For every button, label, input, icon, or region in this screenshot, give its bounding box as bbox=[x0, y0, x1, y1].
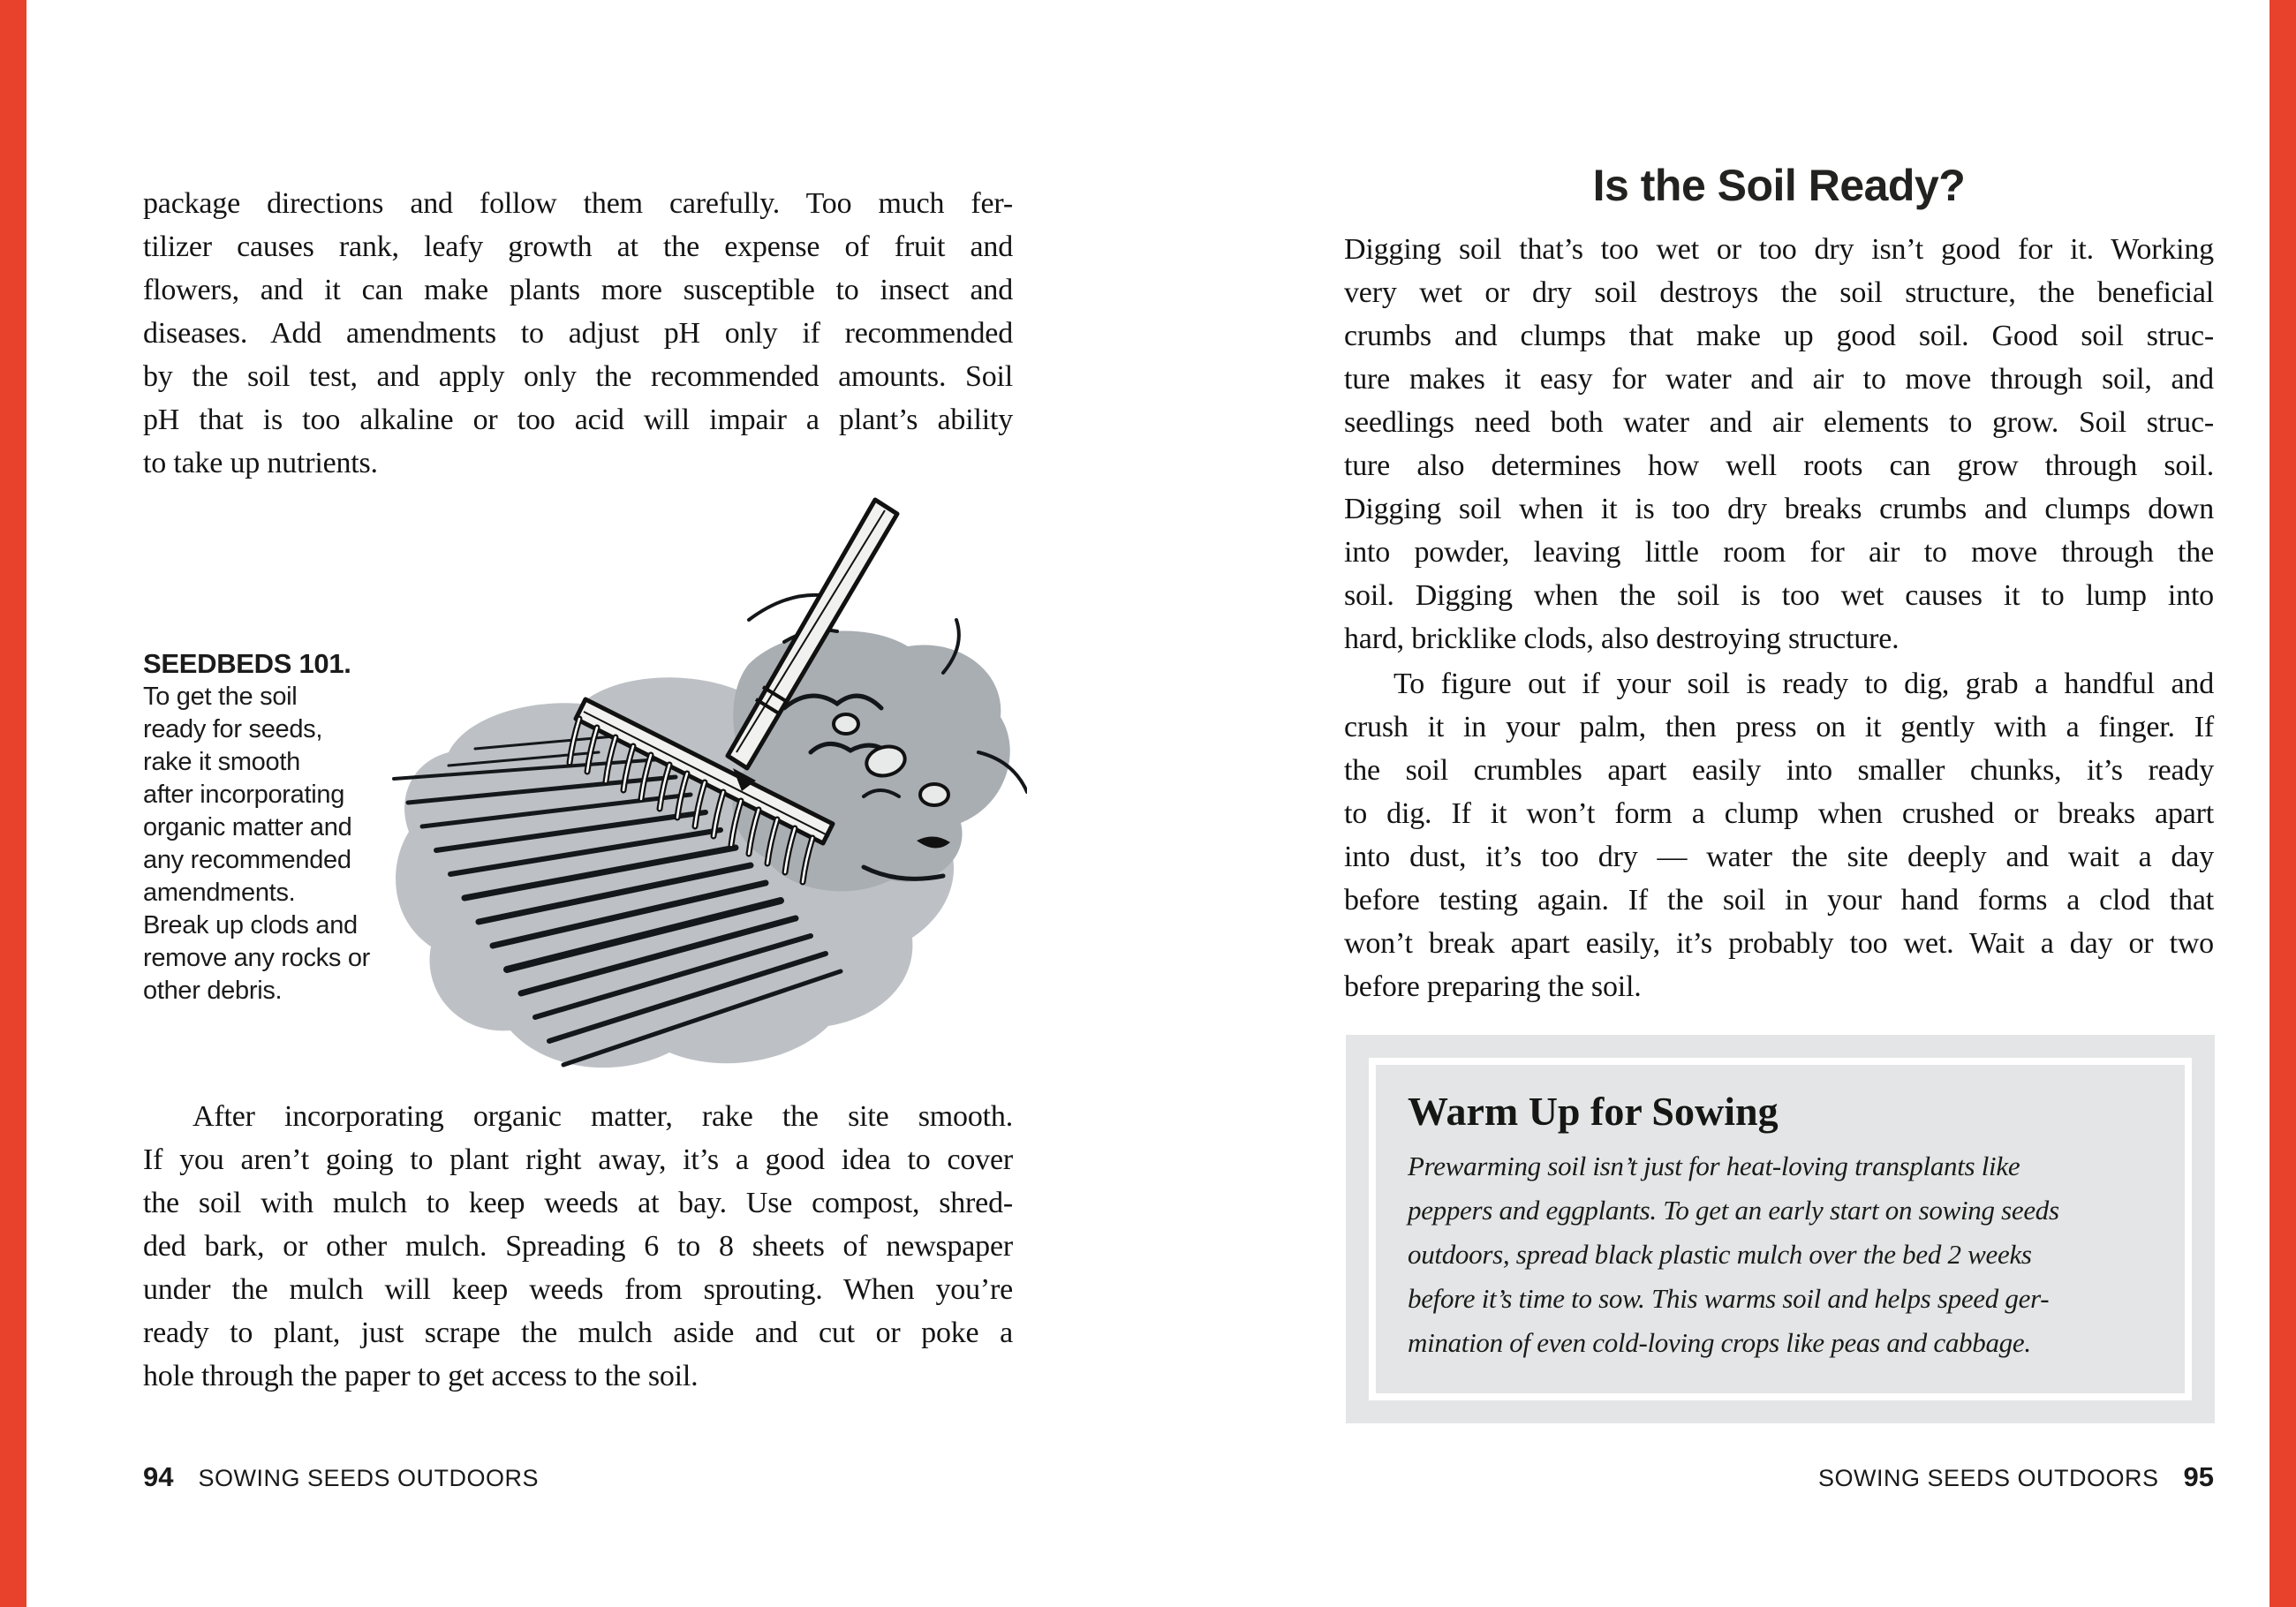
right-section-title: SOWING SEEDS OUTDOORS bbox=[1817, 1465, 2159, 1491]
seedbeds-sidebar bbox=[143, 647, 408, 1007]
rake-soil-ink-illustration bbox=[369, 487, 1027, 1101]
left-page-footer bbox=[143, 1461, 539, 1493]
sidebar-title: SEEDBEDS 101. bbox=[143, 648, 351, 679]
left-page-paragraph-1: package directions and follow them carefully. Too much fer- tilizer causes rank, leafy growth at the expense of fruit and flowers, and it can make plants more susceptible to insect and diseases. Add amendments to adjust pH only if recommended by the soil test, and apply only the recommended amounts. Soil pH that is too alkaline or too acid will impair a plant’s ability to take up nutrients. bbox=[143, 187, 1013, 479]
book-cover-edge-left bbox=[0, 0, 26, 1607]
right-page-footer bbox=[1818, 1461, 2214, 1493]
callout-frame bbox=[1369, 1058, 2192, 1400]
callout-body: Prewarming soil isn’t just for heat-loving transplants like peppers and eggplants. To get an early start on sowing seeds outdoors, spread black plastic mulch over the bed 2 weeks before it’s time to sow. This warms soil and helps speed ger- mination of even cold-loving crops like peas and cabbage. bbox=[1408, 1151, 2059, 1358]
left-page-number: 94 bbox=[143, 1461, 174, 1492]
warm-up-callout-box bbox=[1346, 1035, 2215, 1423]
left-page-paragraph-2: After incorporating organic matter, rake the site smooth. If you aren’t going to plant right away, it’s a good idea to cover the soil with mulch to keep weeds at bay. Use compost, shred- ded bark, or other mulch. Spreading 6 to 8 sheets of newspaper under the mulch will keep weeds from sprouting. When you’re ready to plant, just scrape the mulch aside and cut or poke a hole through the paper to get access to the soil. bbox=[143, 1100, 1013, 1392]
right-page-paragraph-2: To figure out if your soil is ready to dig, grab a handful and crush it in your palm, then press on it gently with a finger. If the soil crumbles apart easily into smaller chunks, it’s ready to dig. If it won’t form a clump when crushed or breaks apart into dust, it’s too dry — water the site deeply and wait a day before testing again. If the soil in your hand forms a clod that won’t break apart easily, it’s probably too wet. Wait a day or two before preparing the soil. bbox=[1344, 668, 2214, 1003]
sidebar-caption: To get the soil ready for seeds, rake it smooth after incorporating organic matter and any recommended amendments. Break up clods and remove any rocks or other debris. bbox=[143, 683, 370, 1005]
right-page-number: 95 bbox=[2183, 1461, 2214, 1492]
callout-title: Warm Up for Sowing bbox=[1408, 1089, 1779, 1134]
right-page-paragraph-1: Digging soil that’s too wet or too dry isn’t good for it. Working very wet or dry soil destroys the soil structure, the beneficial crumbs and clumps that make up good soil. Good soil struc- ture makes it easy for water and air to move through soil, and seedlings need both water and air elements to grow. Soil struc- ture also determines how well roots can grow through soil. Digging soil when it is too dry breaks crumbs and clumps down into powder, leaving little room for air to move through the soil. Digging when the soil is too wet causes it to lump into hard, bricklike clods, also destroying structure. bbox=[1344, 233, 2214, 655]
left-section-title: SOWING SEEDS OUTDOORS bbox=[198, 1465, 540, 1491]
book-cover-edge-right bbox=[2270, 0, 2296, 1607]
right-page-heading: Is the Soil Ready? bbox=[1592, 161, 1966, 210]
